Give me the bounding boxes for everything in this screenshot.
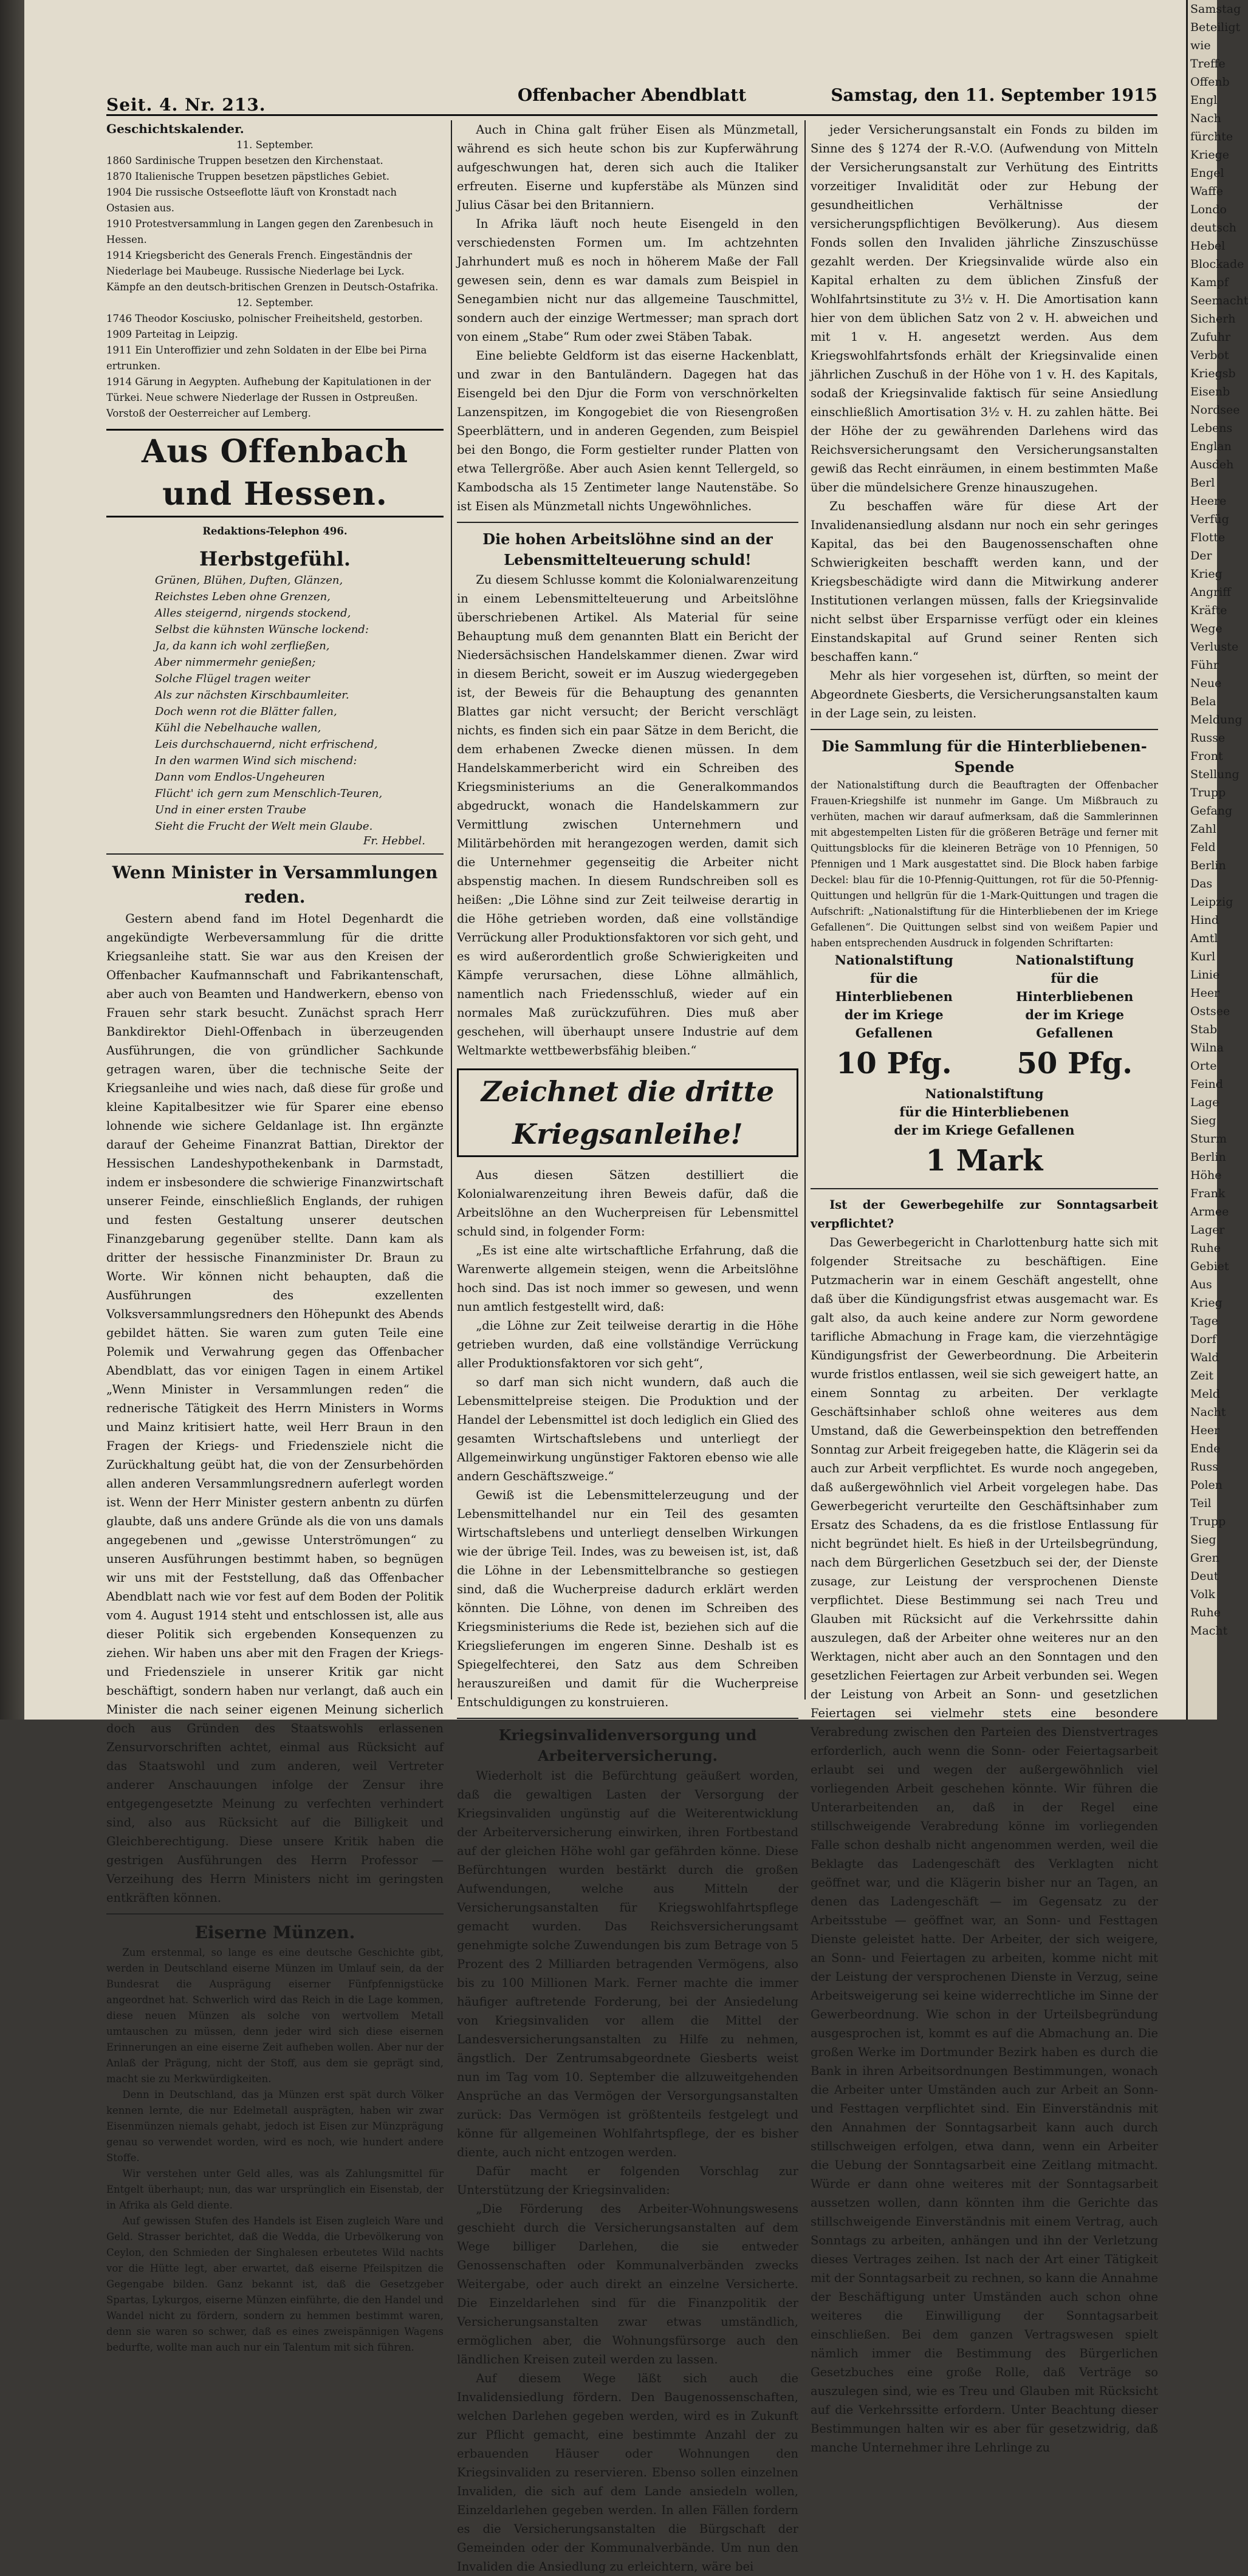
adjacent-page-fragment: Russ (1190, 1460, 1219, 1474)
adjacent-page-fragment: Neue (1190, 677, 1222, 690)
article-body (457, 120, 798, 516)
column-divider (804, 120, 806, 1700)
paragraph: Denn in Deutschland, das ja Münzen erst spät durch Völker kennen lernte, die nur Edelmetall ausprägten, haben wir zwar Eisenmünzen niemals gehabt, jedoch ist Eisen zur Münzprägung genau so verwendet worden, wird es noch, wie hundert andere Stoffe. (106, 2089, 444, 2164)
adjacent-page-fragment: wie (1190, 39, 1211, 52)
adjacent-page-fragment: Seemacht (1190, 294, 1248, 307)
adjacent-page-fragment: Kriegsb (1190, 367, 1236, 380)
receipt-amount: 10 Pfg. (836, 1047, 952, 1081)
receipt-amount: 50 Pfg. (1017, 1047, 1133, 1081)
article-body (811, 777, 1158, 951)
adjacent-page-fragment: fürchte (1190, 130, 1233, 143)
adjacent-page-fragment: Eisenb (1190, 385, 1230, 398)
poem (106, 572, 444, 835)
paragraph: Dafür macht er folgenden Vorschlag zur Unterstützung der Kriegsinvaliden: (457, 2164, 798, 2197)
adjacent-page-fragment: Verluste (1190, 640, 1239, 654)
calendar-entry: 1909 Parteitag in Leipzig. (106, 329, 238, 340)
paragraph: Gewiß ist die Lebensmittelerzeugung und der Lebensmittelhandel nur ein Teil des gesamten Wirtschaftslebens und unterliegt denselben Wirkungen wie der übrige Teil. Indes, was zu beweisen ist, ist, daß die Löhne in der Lebensmittelbranche so gestiegen sind, daß die Wucherpreise dadurch erklärt werden könnten. Die Löhne, von denen im Schreiben des Kriegsministeriums die Rede ist, beziehen sich auf die Kriegslieferungen im engeren Sinne. Deshalb ist es Spiegelfechterei, den Satz aus dem Schreiben herauszureißen und damit für die Wucherpreise Entschuldigungen zu konstruieren. (457, 1488, 798, 1709)
calendar-entry: 1914 Gärung in Aegypten. Aufhebung der Kapitulationen in der Türkei. Neue schwere Niederlage der Russen in Ostpreußen. Vorstoß der Oesterreicher auf Lemberg. (106, 376, 431, 419)
receipt-label: der im Kriege Gefallenen (894, 1122, 1075, 1138)
adjacent-page-fragment: Führ (1190, 658, 1219, 672)
receipt-samples (811, 951, 1158, 1085)
adjacent-page-fragment: Berlin (1190, 1150, 1226, 1164)
receipt-amount: 1 Mark (925, 1144, 1043, 1178)
adjacent-page-fragment: Feld (1190, 841, 1216, 854)
paragraph: „die Löhne zur Zeit teilweise derartig in die Höhe getrieben wurden, daß eine vollständige Verrückung aller Produktionsfaktoren vor sich geht“, (457, 1319, 798, 1370)
page-header (106, 78, 1157, 114)
adjacent-page-fragment: Londo (1190, 203, 1227, 216)
paragraph: Aus diesen Sätzen destilliert die Kolonialwarenzeitung ihren Beweis dafür, daß die Arbeitslöhne an den Wucherpreisen für Lebensmittel schuld sind, in folgender Form: (457, 1168, 798, 1238)
adjacent-page-fragment: Gren (1190, 1551, 1219, 1565)
adjacent-page-fragment: Flotte (1190, 531, 1226, 544)
paragraph: Wiederholt ist die Befürchtung geäußert worden, daß die gewaltigen Lasten der Versorgung der Kriegsinvaliden ungünstig auf die Weiterentwicklung der Arbeiterversicherung einwirken, ihren Fortbestand auf der gleichen Höhe wohl gar gefährden könne. Diese Befürchtungen wurden bestärkt durch die großen Aufwendungen, welche aus Mitteln der Versicherungsanstalten für Kriegswohlfahrtspflege gemacht wurden. Das Reichsversicherungsamt genehmigte solche Zuwendungen bis zum Betrage von 5 Prozent des 2 Milliarden betragenden Vermögens, also bis zu 100 Millionen Mark. Ferner machte die immer häufiger auftretende Forderung, bei der Ansiedelung von Kriegsinvaliden vor allem die Mittel der Landesversicherungsanstalten zu Hilfe zu nehmen, ängstlich. Der Zentrumsabgeordnete Giesberts weist nun im Tag vom 10. September die allzuweitgehenden Ansprüche an das Vermögen der Versorgungsanstalten zurück: Das Vermögen ist größtenteils festgelegt und könne für allgemeinen Wohlfahrtspflege, der es bisher diente, auch nicht entzogen werden. (457, 1769, 798, 2159)
adjacent-page-fragment: Verbot (1190, 349, 1229, 362)
poem-line: Doch wenn rot die Blätter fallen, (155, 705, 337, 718)
calendar-entry: 1870 Italienische Truppen besetzen päpstliches Gebiet. (106, 171, 389, 182)
divider (811, 1188, 1158, 1189)
calendar-entries (106, 311, 444, 422)
paragraph: der Nationalstiftung durch die Beauftragten der Offenbacher Frauen-Kriegshilfe ist nunmehr im Gange. Um Mißbrauch zu verhüten, machen wir darauf aufmerksam, daß die Sammlerinnen mit abgestempelten Listen für die größeren Beträge und ferner mit Quittungsblocks für die kleineren Beträge von 10 Pfennigen, 50 Pfennigen und 1 Mark ausgestattet sind. Die Block haben farbige Deckel: blau für die 10-Pfennig-Quittungen, rot für die 50-Pfennig-Quittungen und hellgrün für die 1-Mark-Quittungen und tragen die Aufschrift: „Nationalstiftung für die Hinterbliebenen der im Kriege Gefallenen“. Die Quittungen selbst sind von weißem Papier und haben entsprechenden Ausdruck in folgenden Schriftarten: (811, 779, 1158, 949)
adjacent-page-fragment: Zeit (1190, 1369, 1214, 1382)
receipt-50 (991, 951, 1158, 1085)
paragraph: Das Gewerbegericht in Charlottenburg hatte sich mit folgender Streitsache zu beschäftigen. Eine Putzmacherin war in einem Geschäft angestellt, ohne daß über die Kündigungsfrist etwas ausgemacht war. Es galt also, da auch keine andere zur Norm gewordene tarifliche Abmachung in Frage kam, die vierzehntägige Kündigungsfrist der Gewerbeordnung. Die Arbeiterin wurde fristlos entlassen, weil sie sich geweigert hatte, an einem Sonntag zu arbeiten. Der verklagte Geschäftsinhaber schloß ohne weiteres aus dem Umstand, daß die Gewerbeinspektion den betreffenden Sonntag zur Arbeit freigegeben hatte, die Klägerin sei da auch zur Arbeit verpflichtet. Es wurde noch angegeben, daß außergewöhnlich viel Arbeit vorgelegen habe. Das Gewerbegericht verurteilte den Geschäftsinhaber zum Ersatz des Schadens, da es die fristlose Entlassung für nicht begründet hielt. Es hieß in der Urteilsbegründung, nach dem Bürgerlichen Gesetzbuch sei der, der Dienste zusage, zur Leistung der versprochenen Dienste verpflichtet. Diese Bestimmung sei nach Treu und Glauben mit Rücksicht auf die Verkehrssitte dahin auszulegen, daß der Arbeiter ohne weiteres nur an den Werktagen, nicht aber auch an den Sonntagen und den gesetzlichen Feiertagen zur Arbeit verbunden sei. Wegen der Leistung von Arbeit an Sonn- und gesetzlichen Feiertagen sei vielmehr stets eine besondere Verabredung zwischen den Parteien des Dienstvertrages erforderlich, auch wenn die Sonn- oder Feiertagsarbeit erlaubt sei und wegen der außergewöhnlich viel vorliegenden Arbeit geschehen könnte. Wir führen die Unterarbeitenden an, daß in der Regel eine stillschweigende Verabredung könne im vorliegenden Falle schon deshalb nicht angenommen werden, weil die Beklagte das Ladengeschäft des Verklagten nicht geöffnet war, und die Klägerin bisher nur an Tagen, an denen das Ladengeschäft — im Gegensatz zu der Arbeitsstube — geöffnet war, an Sonn- und Festtagen Dienste geleistet hatte. Der Arbeiter, der sich weigere, an Sonn- und Feiertagen zu arbeiten, komme nicht mit der Leistung der versprochenen Dienste in Verzug, seine Arbeitsweigerung sei keine widerrechtliche im Sinne der Gewerbeordnung. Wie schon in der Urteilsbegründung ausgesprochen ist, kommt es auf die Abmachung an. Die großen Werke im Dortmunder Bezirk haben es durch die Bank in ihren Arbeitsordnungen Bestimmungen, wonach die Arbeiter unter Umständen auch zur Arbeit an Sonn- und Festtagen verpflichtet sind. Ein Einverständnis mit den Annahmen der Sonntagsarbeit kann auch durch stillschweigen erfolgen, etwa dann, wenn ein Arbeiter die Uebung der Sonntagsarbeit eine Zeitlang mitmacht. Würde er dann ohne weiteres mit der Sonntagsarbeit aussetzen wollen, dann könnten ihm die Gerichte das stillschweigende Einverständnis mit einem Vertrag, auch Sonntags zu arbeiten, anhängen und ihn der Verletzung dieses Vertrages zeihen. Ist nach der Art einer Tätigkeit mit der Sonntagsarbeit zu rechnen, so kann die Annahme der Beschäftigung unter Umständen auch schon ohne weiteres die Einwilligung der Sonntagsarbeit einschließen. Bei dem ganzen Vertragswesen spielt nämlich immer die Bestimmung des Bürgerlichen Gesetzbuches eine große Rolle, daß Verträge so auszulegen sind, wie es Treu und Glauben mit Rücksicht auf die Verkehrssitte erfordern. Unter Beachtung dieser Bestimmungen halten wir es aber für gesetzwidrig, daß manche Unternehmer ihre Lehrlinge zu (811, 1235, 1158, 2455)
adjacent-page-fragment: Ausdeh (1190, 458, 1234, 471)
paragraph: Gestern abend fand im Hotel Degenhardt die angekündigte Werbeversammlung für die dritte Kriegsanleihe statt. Sie war aus den Kreisen der Offenbacher Kaufmannschaft und Fabrikantenschaft, aber auch von Beamten und Handwerkern, ebenso von Frauen sehr stark besucht. Zunächst sprach Herr Bankdirektor Diehl-Offenbach in überzeugenden Ausführungen, die von gründlicher Sachkunde getragen waren, über die technische Seite der Kriegsanleihe und wies nach, daß diese für große und kleine Kapitalbesitzer wie für Sparer eine ebenso lohnende wie sichere Geldanlage ist. Ihn ergänzte darauf der Geheime Finanzrat Battian, Direktor der Hessischen Landeshypothekenbank in Darmstadt, indem er insbesondere die schwierige Finanzwirtschaft unserer Feinde, einschließlich Englands, der ruhigen und festen Gestaltung unserer deutschen Finanzgebarung gegenüber stellte. Dann kam als dritter der hessische Finanzminister Dr. Braun zu Worte. Wir können nicht behaupten, daß die Ausführungen des exzellenten Volksversammlungsredners den Höhepunkt des Abends gebildet hätten. Sie waren zum guten Teile eine Polemik und Verwahrung gegen das Offenbacher Abendblatt, das vor einigen Tagen in einem Artikel „Wenn Minister in Versammlungen reden“ die rednerische Tätigkeit des Herrn Ministers in Worms und Mainz kritisiert hatte, weil Herr Braun in den Fragen der Kriegs- und Friedensziele nicht die Zurückhaltung geübt hat, die von der Zensurbehörden allen anderen Versammlungsrednern auferlegt worden ist. Wenn der Herr Minister gestern anbentn zu dürfen glaubte, daß uns andere Gründe als die von uns damals angegebenen und „gewisse Unterströmungen“ zu unseren Ausführungen bestimmt haben, so begnügen wir uns mit der Feststellung, daß das Offenbacher Abendblatt nach wie vor fest auf dem Boden der Politik vom 4. August 1914 steht und entschlossen ist, alle aus dieser Politik sich ergebenden Konsequenzen zu ziehen. Wir haben uns aber mit den Fragen der Kriegs- und Friedensziele in unserer Kritik gar nicht beschäftigt, sondern haben nur verlangt, daß auch ein Minister die nach seiner eigenen Meinung sicherlich doch aus Gründen des Staatswohls erlassenen Zensurvorschriften achtet, einmal aus Rücksicht auf das Staatswohl und zum anderen, weil Vertreter anderer Anschauungen infolge der Zensur ihre entgegengesetzte Meinung zu verfechten verhindert sind, also aus Rücksicht auf die Billigkeit und Gleichberechtigung. Diese unsere Kritik haben die gestrigen Ausführungen des Herrn Professor — Verzeihung des Herrn Ministers nicht im geringsten entkräften können. (106, 912, 444, 1905)
calendar-entries (106, 153, 444, 295)
paragraph: Mehr als hier vorgesehen ist, dürften, so meint der Abgeordnete Giesberts, die Versicherungsanstalten kaum in der Lage sein, zu leisten. (811, 669, 1158, 720)
adjacent-page-fragment: Aus (1190, 1278, 1212, 1291)
adjacent-page-fragment: Trupp (1190, 1515, 1226, 1528)
adjacent-page-fragment: Frank (1190, 1187, 1226, 1200)
adjacent-page-fragment: Samstag (1190, 2, 1241, 16)
paragraph: Wir verstehen unter Geld alles, was als Zahlungsmittel für Entgelt überhaupt; nun, das war ursprünglich ein Eisenstab, der in Afrika als Geld diente. (106, 2168, 444, 2211)
adjacent-page-fragment: Krieg (1190, 1296, 1222, 1310)
paragraph: „Die Förderung des Arbeiter-Wohnungswesens geschieht durch die Versicherungsanstalten auf dem Wege billiger Darlehen, die sie entweder Genossenschaften oder Kommunalverbänden zwecks Weitergabe, oder auch direkt an einzelne Versicherte. Die Einzeldarlehen sind für die Finanzpolitik der Versicherungsanstalten zwar etwas umständlich, ermöglichen aber, die Wohnungsfürsorge auch den ländlichen Kreisen zuteil werden zu lassen. (457, 2202, 798, 2366)
adjacent-page-fragment: Sturm (1190, 1132, 1227, 1146)
adjacent-page-fragment: Armee (1190, 1205, 1229, 1218)
adjacent-page-fragment: Dorf (1190, 1333, 1216, 1346)
paragraph: Eine beliebte Geldform ist das eiserne Hackenblatt, und zwar in den Bantuländern. Dagegen hat das Eisengeld bei den Djur die Form von verschnörkelten Lanzenspitzen, im Kongogebiet die von Riesengroßen Speerblättern, und in anderen Gegenden, zum Beispiel bei den Bongo, die Form gestielter runder Platten von etwa Tellergröße. Aber auch Asien kennt Tellergeld, so Kambodscha als 15 Zentimeter lange Nautenstäbe. So ist Eisen als Münzmetall nichts Ungewöhnliches. (457, 349, 798, 513)
paragraph: Zum erstenmal, so lange es eine deutsche Geschichte gibt, werden in Deutschland eiserne Münzen im Umlauf sein, da der Bundesrat die Ausprägung eiserner Fünfpfennigstücke angeordnet hat. Schwerlich wird das Reich in die Lage kommen, diese neuen Münzen als solche von wertvollem Metall umtauschen zu müssen, denn jeder wird sich diese eisernen Erinnerungen an eine eiserne Zeit aufheben wollen. Aber nur der Anlaß der Prägung, nicht der Stoff, aus dem sie geprägt sind, macht sie zu Merkwürdigkeiten. (106, 1947, 444, 2085)
paragraph: „Es ist eine alte wirtschaftliche Erfahrung, daß die Warenwerte allgemein steigen, wenn die Arbeitslöhne hoch sind. Das ist noch immer so gewesen, und wenn nun amtlich festgestellt wird, daß: (457, 1243, 798, 1314)
article-heading: Kriegsinvalidenversorgung und Arbeiterversicherung. (498, 1726, 757, 1765)
column-1 (106, 120, 444, 2353)
adjacent-page-fragment: Meld (1190, 1387, 1220, 1401)
poem-line: Ja, da kann ich wohl zerfließen, (155, 640, 330, 652)
receipt-label: der im Kriege Gefallenen (844, 1007, 944, 1040)
adjacent-page-fragment: Ostsee (1190, 1005, 1230, 1018)
column-2 (457, 120, 798, 2574)
adjacent-page-fragment: deutsch (1190, 221, 1236, 234)
article-body (457, 570, 798, 1060)
calendar-entry: 1911 Ein Unteroffizier und zehn Soldaten in der Elbe bei Pirna ertrunken. (106, 344, 427, 372)
issue-date: Samstag, den 11. September 1915 (831, 85, 1157, 105)
paragraph: Zu beschaffen wäre für diese Art der Invalidenansiedlung alsdann nur noch ein sehr geringes Kapital, das bei den Baugenossenschaften ohne Schwierigkeiten beschafft werden kann, und der Kriegsbeschädigte wird dann die Mitwirkung anderer Institutionen verlangen müssen, falls der Kriegsinvalide nicht selbst über Ersparnisse verfügt oder ein kleines Einstandskapital auf Grund seiner Renten sich beschaffen kann.“ (811, 499, 1158, 664)
adjacent-page-fragment: Zufuhr (1190, 330, 1231, 344)
divider (811, 729, 1158, 730)
adjacent-page-fragment: Volk (1190, 1588, 1216, 1601)
adjacent-page-fragment: Sieg (1190, 1533, 1216, 1546)
book-binding (0, 0, 24, 1720)
adjacent-page-fragment: Lager (1190, 1223, 1225, 1237)
receipt-label: Nationalstiftung (834, 952, 953, 968)
adjacent-page-fragment: Berl (1190, 476, 1215, 490)
adjacent-page-fragment: Engl (1190, 94, 1218, 107)
poem-line: Reichstes Leben ohne Grenzen, (155, 590, 331, 603)
divider (106, 853, 444, 855)
adjacent-page-fragment: Kräfte (1190, 604, 1227, 617)
adjacent-page-fragment: Deut (1190, 1570, 1219, 1583)
adjacent-page-fragment: Linie (1190, 968, 1220, 982)
page-number: Seit. 4. Nr. 213. (106, 95, 266, 115)
adjacent-page-fragment: Lebens (1190, 422, 1233, 435)
article-body (106, 909, 444, 1907)
adjacent-page-fragment: Sicherh (1190, 312, 1236, 326)
article-heading: Eiserne Münzen. (194, 1922, 355, 1942)
adjacent-page-fragment: Berlin (1190, 859, 1226, 872)
adjacent-page-fragment: Heer (1190, 986, 1220, 1000)
receipt-label: für die Hinterbliebenen (1016, 971, 1134, 1004)
adjacent-page-fragment: Sieg (1190, 1114, 1216, 1127)
receipt-label: der im Kriege Gefallenen (1025, 1007, 1125, 1040)
receipt-label: für die Hinterbliebenen (899, 1104, 1069, 1119)
receipt-label: für die Hinterbliebenen (835, 971, 953, 1004)
adjacent-page-fragment: Macht (1190, 1624, 1228, 1638)
adjacent-page-fragment: Zahl (1190, 822, 1216, 836)
adjacent-page-fragment: Trupp (1190, 786, 1226, 799)
adjacent-page-fragment: Wilna (1190, 1041, 1224, 1054)
receipt-label: Nationalstiftung (925, 1086, 1044, 1101)
article-heading: Die hohen Arbeitslöhne sind an der Lebensmittelteuerung schuld! (482, 530, 773, 569)
adjacent-page-fragment: Stab (1190, 1023, 1218, 1036)
article-body (811, 120, 1158, 723)
adjacent-page-fragment: Feind (1190, 1078, 1223, 1091)
adjacent-page-fragment: Gebiet (1190, 1260, 1229, 1273)
adjacent-page-fragment: Kampf (1190, 276, 1229, 289)
calendar-title: Geschichtskalender. (106, 121, 244, 136)
adjacent-page-fragment: Lage (1190, 1096, 1219, 1109)
article-body (106, 1945, 444, 2356)
divider (457, 1718, 798, 1719)
adjacent-page-fragment: Krieg (1190, 567, 1222, 581)
adjacent-page-fragment: Teil (1190, 1497, 1212, 1510)
paragraph: jeder Versicherungsanstalt ein Fonds zu bilden im Sinne des § 1274 der R.-V.O. (Aufwendung von Mitteln der Versicherungsanstalt zur Verhütung des Eintritts vorzeitiger Invalidität oder zur Hebung der gesundheitlichen Verhältnisse der versicherungspflichtigen Bevölkerung). Aus diesem Fonds sollen den Invaliden jährliche Zinszuschüsse gezahlt werden. Der Kriegsinvalide würde also ein Kapital erhalten zu dem üblichen Zinsfuß der Wohlfahrtsinstitute zu 3½ v. H. Die Amortisation kann hier von dem üblichen Satz von 2 v. H. abweichen und mit 1 v. H. angesetzt werden. Aus dem Kriegswohlfahrtsfonds erhält der Kriegsinvalide einen jährlichen Zuschuß in der Höhe von 1 v. H. des Kapitals, sodaß der Kriegsinvalide faktisch für seine Ansiedlung einschließlich Amortisation 3½ v. H. zu zahlen hätte. Bei der Höhe der zu gewährenden Darlehens wird das Reichsversicherungsamt den Versicherungsanstalten gewiß das Recht einräumen, in einem bestimmten Maße über die mündelsichere Grenze hinauszugehen. (811, 123, 1158, 494)
paragraph: Auf gewissen Stufen des Handels ist Eisen zugleich Ware und Geld. Strasser berichtet, daß die Wedda, die Urbevölkerung von Ceylon, den Schmieden der Singhalesen erbeutetes Wild nachts vor die Hütte legt, aber erwartet, daß eiserne Pfeilspitzen die Gegengabe bilden. Ganz bekannt ist, daß die Gesetzgeber Spartas, Lykurgos, eiserne Münzen einführte, die den Handel und Wandel nicht zu fördern, sondern zu hemmen bestimmt waren, denn sie waren so schwer, daß es eines zweispännigen Wagens bedurfte, wollte man auch nur ein Talentum mit sich führen. (106, 2215, 444, 2353)
poem-line: Sieht die Frucht der Welt mein Glaube. (155, 820, 373, 833)
adjacent-page-fragment: Engel (1190, 166, 1224, 180)
adjacent-page-fragment: Höhe (1190, 1169, 1222, 1182)
section-heading: Aus Offenbach und Hessen. (106, 429, 444, 518)
adjacent-page-fragment: Blockade (1190, 258, 1244, 271)
poem-line: Und in einer ersten Traube (155, 804, 306, 816)
adjacent-page-fragment: Heer (1190, 1424, 1220, 1437)
poem-line: Leis durchschauernd, nicht erfrischend, (155, 738, 378, 751)
adjacent-page-fragment: Tage (1190, 1314, 1218, 1328)
adjacent-page-fragment: Der (1190, 549, 1212, 562)
war-bond-banner: Zeichnet die dritte Kriegsanleihe! (457, 1068, 798, 1157)
calendar-entry: 1914 Kriegsbericht des Generals French. Eingeständnis der Niederlage bei Maubeuge. Russische Niederlage bei Lyck. Kämpfe an den deutsch-britischen Grenzen in Deutsch-Ostafrika. (106, 250, 439, 293)
column-3 (811, 120, 1158, 2455)
adjacent-page-fragment: Front (1190, 750, 1223, 763)
adjacent-page-fragment: Ende (1190, 1442, 1221, 1455)
article-heading: Ist der Gewerbegehilfe zur Sonntagsarbeit verpflichtet? (811, 1198, 1158, 1231)
adjacent-page-fragment: Leipzig (1190, 895, 1233, 909)
adjacent-page-fragment: Wald (1190, 1351, 1219, 1364)
calendar-entry: 1746 Theodor Kosciusko, polnischer Freiheitsheld, gestorben. (106, 313, 423, 324)
adjacent-page-fragment: Waffe (1190, 185, 1223, 198)
poem-line: Solche Flügel tragen weiter (155, 672, 310, 685)
adjacent-page-fragment: Ruhe (1190, 1242, 1221, 1255)
poem-line: Selbst die kühnsten Wünsche lockend: (155, 623, 369, 636)
editorial-telephone: Redaktions-Telephon 496. (202, 525, 348, 537)
article-body (811, 1233, 1158, 2457)
adjacent-page-fragment: Nach (1190, 112, 1221, 125)
paragraph: Zu diesem Schlusse kommt die Kolonialwarenzeitung in einem Lebensmittelteuerung und Arbeitslöhne überschriebenen Artikel. Als Material für seine Behauptung muß dem genannten Blatt ein Bericht der Niedersächsischen Handelskammer dienen. Zwar wird in diesem Bericht, soweit er im Auszug wiedergegeben ist, der Beweis für die Behauptung des genannten Blattes gar nicht versucht; der Bericht verschlägt nichts, es finden sich ein paar Sätze in dem Bericht, die dem erhabenen Zwecke dienen müssen. In dem Handelskammerbericht wird ein Schreiben des Kriegsministeriums an die Generalkommandos abgedruckt, wonach die Handelskammern zur Vermittlung zwischen Unternehmern und Militärbehörden mit herangezogen werden, damit sich die Unternehmer gegenseitig die Arbeiter nicht abspenstig machen. In diesem Rundschreiben soll es heißen: „Die Löhne sind zur Zeit teilweise derartig in die Höhe getrieben worden, daß eine vollständige Verrückung aller Produktionsfaktoren vor sich geht, und es wird außerordentlich große Schwierigkeiten und Kämpfe verursachen, diese Löhne allmählich, namentlich nach Friedensschluß, wieder auf ein normales Maß zurückzuführen. Dies muß aber geschehen, will überhaupt unsere Industrie auf dem Weltmarkte wettbewerbsfähig bleiben.“ (457, 573, 798, 1057)
adjacent-page-fragment: Englan (1190, 440, 1232, 453)
receipt-10 (811, 951, 978, 1085)
calendar-entry: 1910 Protestversammlung in Langen gegen den Zarenbesuch in Hessen. (106, 218, 434, 245)
receipt-label: Nationalstiftung (1015, 952, 1134, 968)
poem-line: Flücht' ich gern zum Menschlich-Teuren, (155, 787, 383, 800)
adjacent-page-fragment: Das (1190, 877, 1213, 890)
adjacent-page-fragment: Hebel (1190, 239, 1226, 253)
article-body (457, 1766, 798, 2576)
article-heading: Wenn Minister in Versammlungen reden. (112, 863, 438, 907)
adjacent-page-fragment: Beteiligt (1190, 21, 1241, 34)
adjacent-page-fragment: Orte (1190, 1059, 1217, 1073)
header-rule (106, 114, 1157, 116)
article-body (457, 1166, 798, 1712)
adjacent-page-fragment: Ruhe (1190, 1606, 1221, 1619)
adjacent-page-fragment: Polen (1190, 1478, 1223, 1492)
adjacent-page-fragment: Bela (1190, 695, 1216, 708)
adjacent-page-fragment: Russe (1190, 731, 1226, 745)
poem-line: Alles steigernd, nirgends stockend, (155, 607, 351, 620)
divider (457, 522, 798, 523)
article-heading: Die Sammlung für die Hinterbliebenen-Spende (821, 737, 1147, 776)
adjacent-page-fragment: Gefang (1190, 804, 1233, 818)
adjacent-page-fragment: Stellung (1190, 768, 1239, 781)
adjacent-page-fragment: Verfüg (1190, 513, 1229, 526)
poem-author: Fr. Hebbel. (363, 835, 425, 847)
adjacent-page-fragment: Angriff (1190, 586, 1231, 599)
paragraph: Auch in China galt früher Eisen als Münzmetall, während es sich heute schon bis zur Kupferwährung aufgeschwungen hat, deren sich auch die Italiker erfreuten. Eiserne und kupferstäbe als Münzen sind Julius Cäsar bei den Britanniern. (457, 123, 798, 212)
newspaper-title: Offenbacher Abendblatt (517, 85, 747, 105)
adjacent-page-fragment: Kurl (1190, 950, 1216, 963)
adjacent-page-fragment: Meldung (1190, 713, 1243, 726)
poem-title: Herbstgefühl. (199, 547, 351, 570)
poem-line: Kühl die Nebelhauche wallen, (155, 722, 321, 734)
adjacent-page-edge (1186, 0, 1248, 1720)
poem-line: Dann vom Endlos-Ungeheuren (155, 771, 325, 784)
adjacent-page-fragment: Amtl (1190, 932, 1218, 945)
adjacent-page-fragment: Wege (1190, 622, 1222, 635)
adjacent-page-fragment: Heere (1190, 494, 1227, 508)
adjacent-page-fragment: Treffe (1190, 57, 1226, 70)
paragraph: Auf diesem Wege läßt sich auch die Invalidensiedlung fördern. Den Baugenossenschaften, welchen Darlehen gegeben werden, wird es in Zukunft zur Pflicht gemacht, eine bestimmte Anzahl der zu erbauenden Häuser oder Wohnungen den Kriegsinvaliden zu reservieren. Ebenso sollen einzelnen Invaliden, die sich auf dem Lande ansiedeln wollen, Einzeldarlehen gegeben werden. In allen Fällen fordern es die Versicherungsanstalten die Bürgschaft der Gemeinden oder der Kommunalverbände. Um nun den Invaliden die Ansiedlung zu erleichtern, wäre bei (457, 2371, 798, 2574)
poem-line: Als zur nächsten Kirschbaumleiter. (155, 689, 349, 702)
calendar-entry: 1860 Sardinische Truppen besetzen den Kirchenstaat. (106, 155, 383, 166)
adjacent-page-fragment: Nacht (1190, 1406, 1226, 1419)
adjacent-page-fragment: Offenb (1190, 75, 1230, 89)
calendar-date: 11. September. (236, 139, 314, 151)
poem-line: Grünen, Blühen, Duften, Glänzen, (155, 574, 343, 587)
paragraph: In Afrika läuft noch heute Eisengeld in den verschiedensten Formen um. Im achtzehnten Jahrhundert muß es noch in höherem Maße der Fall gewesen sein, denn es war damals zum Beispiel in Senegambien nicht nur das allgemeine Tauschmittel, sondern auch der einzige Wertmesser; man sprach dort von einem „Stabe“ Rum oder zwei Stäben Tabak. (457, 217, 798, 344)
adjacent-page-fragment: Hind (1190, 914, 1219, 927)
receipt-1mark (811, 1085, 1158, 1182)
adjacent-page-fragment: Nordsee (1190, 403, 1240, 417)
calendar-date: 12. September. (236, 297, 314, 309)
paragraph: so darf man sich nicht wundern, daß auch die Lebensmittelpreise steigen. Die Produktion und der Handel der Lebensmittel ist doch lediglich ein Glied des gesamten Wirtschaftslebens und unterliegt der Allgemeinwirkung ungünstiger Faktoren ebenso wie alle andern Geschäftszweige.“ (457, 1375, 798, 1483)
column-divider (451, 120, 452, 1700)
calendar-entry: 1904 Die russische Ostseeflotte läuft von Kronstadt nach Ostasien aus. (106, 186, 397, 214)
adjacent-page-fragment: Kriege (1190, 148, 1230, 162)
poem-line: Aber nimmermehr genießen; (155, 656, 316, 669)
poem-line: In den warmen Wind sich mischend: (155, 754, 357, 767)
divider (106, 1913, 444, 1915)
